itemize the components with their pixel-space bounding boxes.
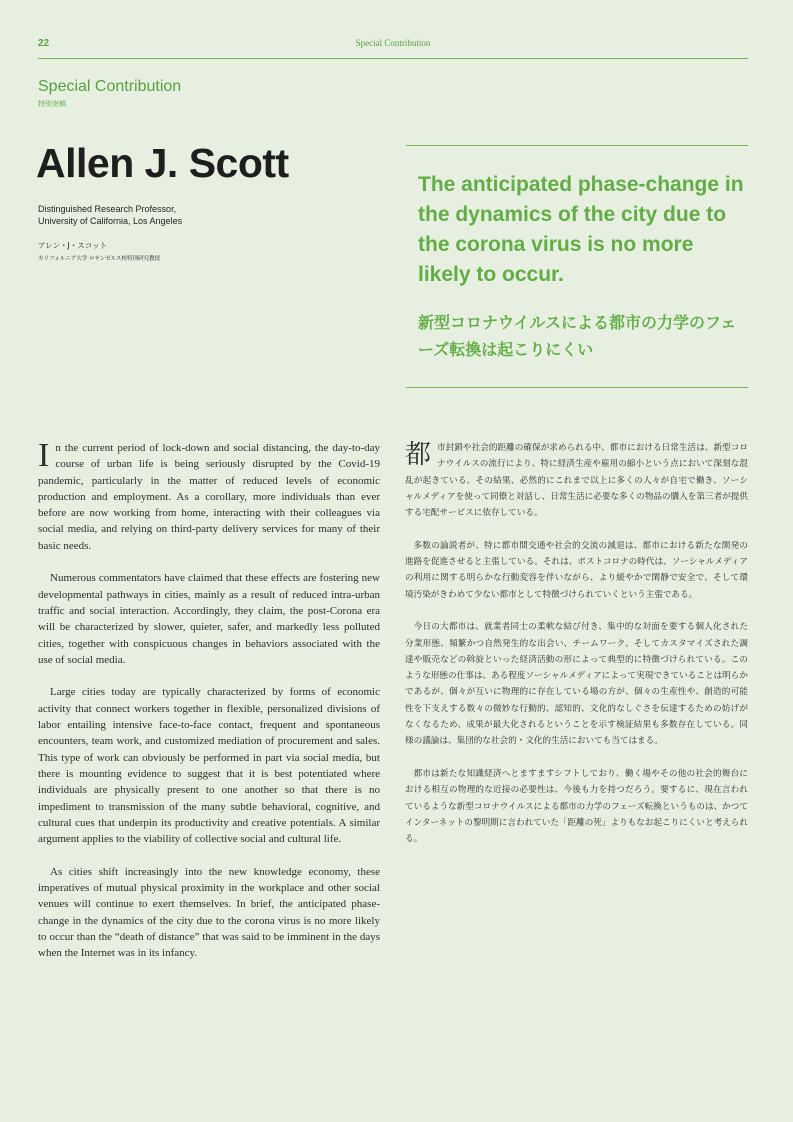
- section-label: Special Contribution: [38, 78, 182, 95]
- article-column-en: [38, 437, 380, 978]
- article-en-paragraph-3: Large cities today are typically characterized by forms of economic activity that connect workers together in flexible, personalized divisions of labor entailing intensive face-to-face contact, frequent and spontaneous encounters, team work, and customized mediation of procurement and sales. This type of work can obviously be performed in part via social media, but there is mounting evidence to suggest that it is best potentiated where individuals are physically present to one another so that there is no impediment to transmission of the many subtle behavioral, cognitive, and cultural cues that underpin its productivity and creative potentials. A similar argument applies to the viability of collective social and cultural life.: [38, 686, 380, 846]
- drop-cap-en: I: [38, 437, 50, 474]
- running-head: [38, 36, 748, 59]
- running-title: Special Contribution: [355, 38, 431, 48]
- section-label-jp: 特別寄稿: [38, 100, 66, 108]
- affiliation-line-1: Distinguished Research Professor,: [38, 204, 177, 214]
- article-jp-paragraph-4: 都市は新たな知識経済へとますますシフトしており、働く場やその他の社会的舞台における相互の物理的な近接の必要性は、今後も力を持つだろう。要するに、現在言われているような新型コロナウイルスによる都市の力学のフェーズ転換というものは、かつてインターネットの黎明期に言われていた「距離の死」よりもなお起こりにくいと考えられる。: [405, 768, 748, 845]
- article-en-p1-text: n the current period of lock-down and social distancing, the day-to-day course of urban life is being seriously disrupted by the Covid-19 pandemic, particularly in the matter of reduced levels of economic production and employment. As a corollary, more individuals than ever before are now working from home, interacting with their colleagues via social media, and relying on third-party delivery services for many of their basic needs.: [38, 442, 380, 552]
- article-en-paragraph-2: Numerous commentators have claimed that these effects are fostering new developmental pathways in cities, mainly as a result of reduced intra-urban traffic and social interaction. Accordingly, they claim, the post-Corona era will be characterized by slower, quieter, safer, and markedly less polluted cities, together with conspicuous changes in behaviors associated with the use of social media.: [38, 572, 380, 666]
- author-affiliation: [38, 203, 182, 227]
- page-number: 22: [38, 38, 50, 49]
- article-jp-paragraph-2: 多数の論説者が、特に都市間交通や社会的交流の減退は、都市における新たな開発の進路を促進させると主張している。それは、ポストコロナの時代は、ソーシャルメディアの利用に関する明らかな行動変容を伴いながら、より緩やかで閑静で安全で、そして環境汚染がきわめて少ない都市として特徴づけられていくという主張である。: [405, 540, 748, 600]
- article-en-paragraph-4: As cities shift increasingly into the new knowledge economy, these imperatives of mutual physical proximity in the workplace and other social venues will continue to exert themselves. In brief, the anticipated phase-change in the dynamics of the city due to the corona virus is no more likely to occur than the “death of distance” that was said to be imminent in the days when the Internet was in its infancy.: [38, 865, 380, 960]
- article-jp-paragraph-3: 今日の大都市は、就業者同士の柔軟な結び付き、集中的な対面を要する個人化された分業形態、頻繁かつ自然発生的な出会い、チームワーク、そしてカスタマイズされた調達や販売などの斡旋といった経済活動の形によって典型的に特徴づけられている。このような形態の仕事は、ある程度ソーシャルメディアによって実現できていることは明らかであるが、個々が互いに物理的に存在している場の方が、個々の生産性や、創造的可能性を下支えする数々の微妙な行動的、認知的、文化的なしぐさを伝達するための妨げがなくなるため、成果が最大化されるということを示す検証結果も多数存在している。同様の議論は、集団的な社会的・文化的生活においても当てはまる。: [405, 622, 748, 747]
- pullquote: [406, 145, 748, 388]
- article-column-jp: [405, 440, 748, 864]
- article-jp-paragraph-1: [405, 440, 748, 521]
- article-en-paragraph-1: [38, 437, 380, 554]
- pullquote-en: The anticipated phase-change in the dynamics of the city due to the corona virus is no more likely to occur.: [418, 173, 744, 286]
- pullquote-jp: 新型コロナウイルスによる都市の力学のフェーズ転換は起こりにくい: [418, 313, 737, 359]
- author-name: Allen J. Scott: [36, 140, 289, 186]
- drop-cap-jp: 都: [405, 440, 432, 470]
- author-affiliation-jp: カリフォルニア大学 ロサンゼルス校特別研究教授: [38, 256, 161, 262]
- article-jp-p1-text: 市封鎖や社会的距離の確保が求められる中、都市における日常生活は、新型コロナウイルスの流行により、特に経済生産や雇用の縮小という点において深刻な混乱が起きている。その結果、必然的にこれまで以上に多くの人々が自宅で働き、ソーシャルメディアを使って同僚と対話し、日常生活に必要な多くの物品の購入を第三者が提供する宅配サービスに依存している。: [405, 443, 748, 519]
- affiliation-line-2: University of California, Los Angeles: [38, 216, 183, 226]
- author-name-jp: アレン・J・スコット: [38, 241, 108, 250]
